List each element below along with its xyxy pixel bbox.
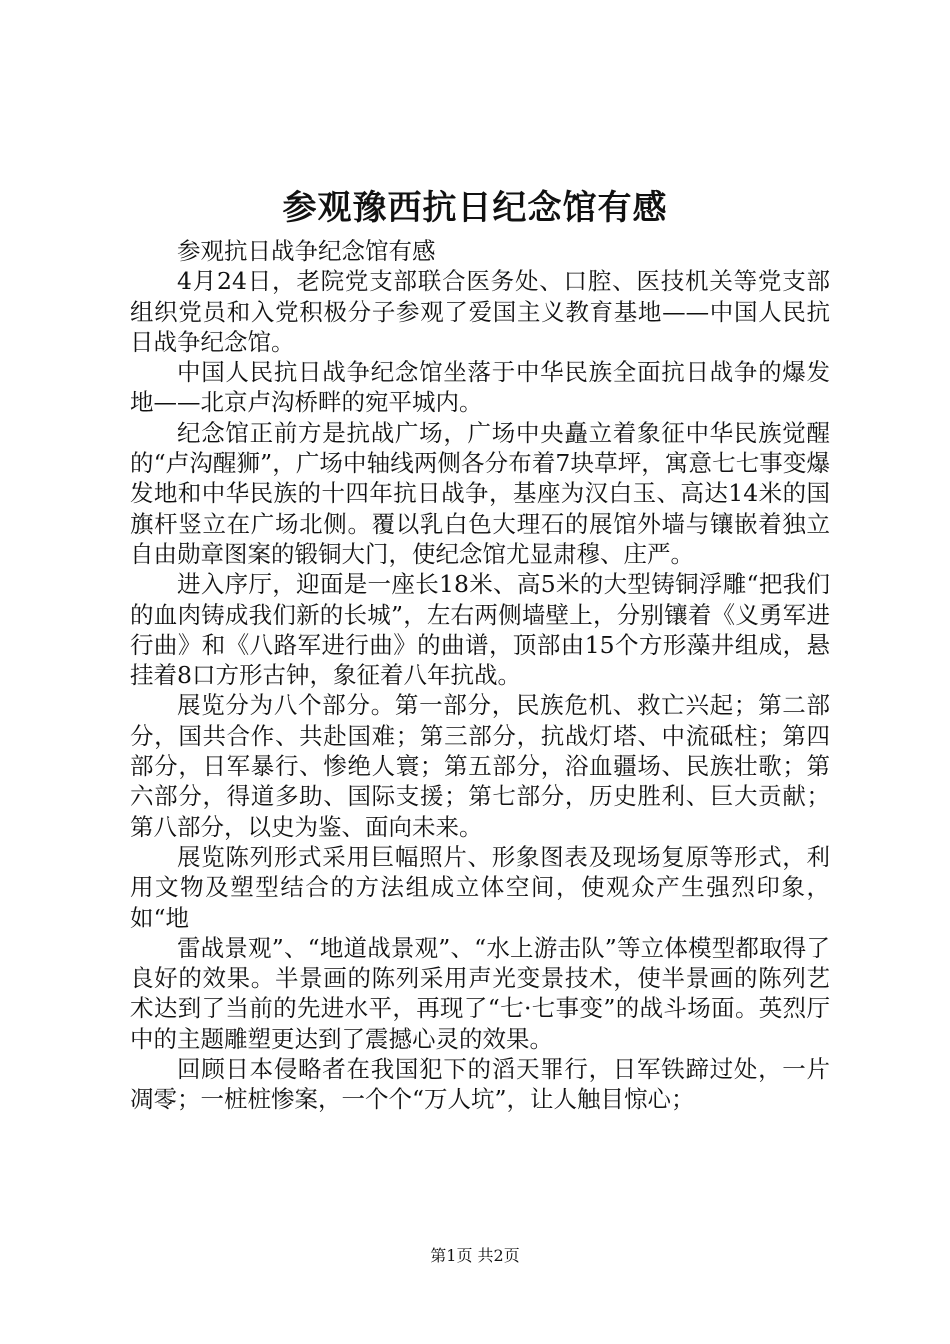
paragraph: 4月24日，老院党支部联合医务处、口腔、医技机关等党支部组织党员和入党积极分子参观了爱国主义教育基地——中国人民抗日战争纪念馆。 [130, 267, 830, 356]
page-number-footer: 第1页 共2页 [430, 1246, 520, 1265]
paragraph: 回顾日本侵略者在我国犯下的滔天罪行，日军铁蹄过处，一片凋零；一桩桩惨案，一个个“万人坑”，让人触目惊心； [130, 1055, 830, 1114]
paragraph: 纪念馆正前方是抗战广场，广场中央矗立着象征中华民族觉醒的“卢沟醒狮”，广场中轴线两侧各分布着7块草坪，寓意七七事变爆发地和中华民族的十四年抗日战争，基座为汉白玉、高达14米的国旗杆竖立在广场北侧。覆以乳白色大理石的展馆外墙与镶嵌着独立自由勋章图案的锻铜大门，使纪念馆尤显肃穆、庄严。 [130, 418, 830, 568]
paragraph: 雷战景观”、“地道战景观”、“水上游击队”等立体模型都取得了良好的效果。半景画的陈列采用声光变景技术，使半景画的陈列艺术达到了当前的先进水平，再现了“七·七事变”的战斗场面。英烈厅中的主题雕塑更达到了震撼心灵的效果。 [130, 933, 830, 1053]
paragraph: 展览分为八个部分。第一部分，民族危机、救亡兴起；第二部分，国共合作、共赴国难；第三部分，抗战灯塔、中流砥柱；第四部分，日军暴行、惨绝人寰；第五部分，浴血疆场、民族壮歌；第六部分，得道多助、国际支援；第七部分，历史胜利、巨大贡献；第八部分，以史为鉴、面向未来。 [130, 691, 830, 841]
document-body [130, 236, 830, 1115]
subtitle-paragraph: 参观抗日战争纪念馆有感 [177, 237, 436, 265]
document-title: 参观豫西抗日纪念馆有感 [282, 188, 668, 228]
paragraph: 进入序厅，迎面是一座长18米、高5米的大型铸铜浮雕“把我们的血肉铸成我们新的长城”，左右两侧墙壁上，分别镶着《义勇军进行曲》和《八路军进行曲》的曲谱，顶部由15个方形藻井组成，悬挂着8口方形古钟，象征着八年抗战。 [130, 570, 830, 690]
paragraph: 展览陈列形式采用巨幅照片、形象图表及现场复原等形式，利用文物及塑型结合的方法组成立体空间，使观众产生强烈印象，如“地 [130, 842, 830, 932]
paragraph: 中国人民抗日战争纪念馆坐落于中华民族全面抗日战争的爆发地——北京卢沟桥畔的宛平城内。 [130, 358, 830, 417]
